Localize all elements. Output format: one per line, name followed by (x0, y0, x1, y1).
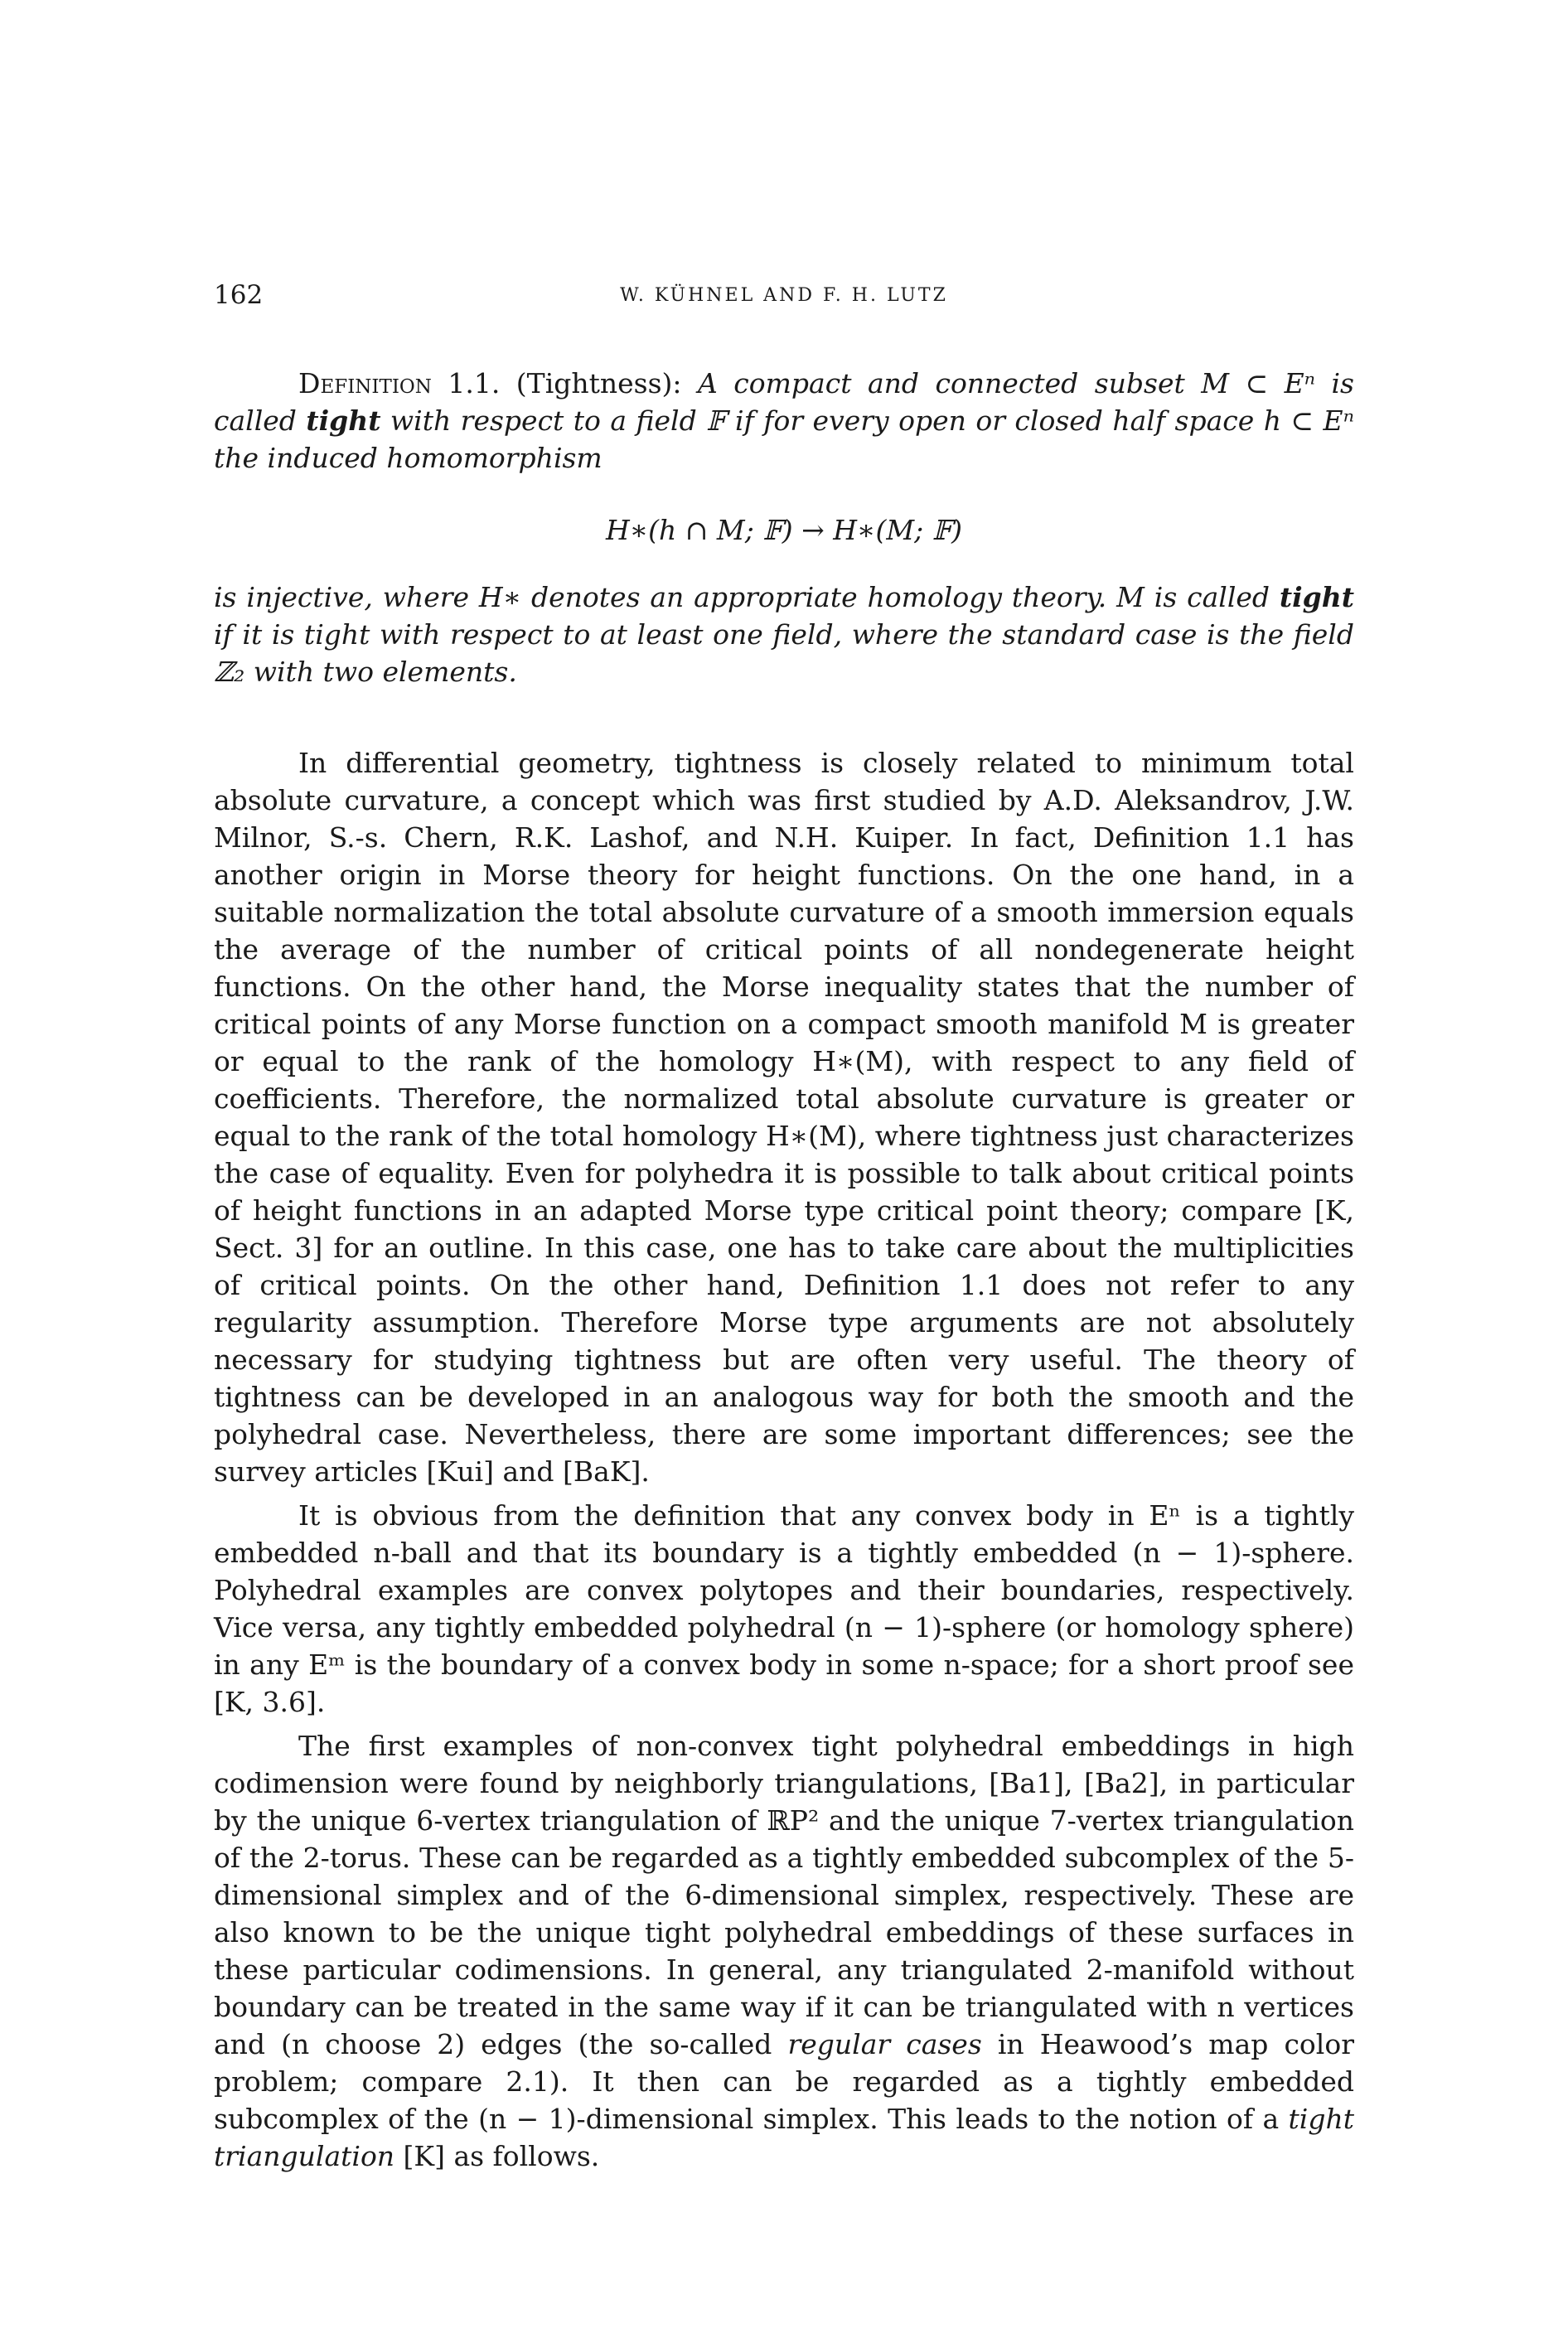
definition-text: A compact and connected subset M ⊂ Eⁿ is called tight with respect to a field 𝔽 if for every open or closed half space h ⊂ Eⁿ the induced homomorphism (214, 367, 1354, 474)
page-number: 162 (214, 280, 264, 310)
text-column (214, 365, 1354, 2181)
paragraph-2: It is obvious from the definition that any convex body in Eⁿ is a tightly embedded n-ball and that its boundary is a tightly embedded (n − 1)-sphere. Polyhedral examples are convex polytopes and their boundaries, respectively. Vice versa, any tightly embedded polyhedral (n − 1)-sphere (or homology sphere) in any Eᵐ is the boundary of a convex body in some n-space; for a short proof see [K, 3.6]. (214, 1499, 1354, 1718)
running-head: W. KÜHNEL AND F. H. LUTZ (620, 285, 948, 306)
page-header (214, 280, 1354, 318)
italic-term: tight triangulation (214, 2103, 1354, 2172)
definition-block (214, 365, 1354, 477)
definition-continuation: is injective, where H∗ denotes an appropriate homology theory. M is called tight if it is tight with respect to at least one field, where the standard case is the field ℤ₂ with two elements. (214, 581, 1354, 688)
bold-term: tight (306, 404, 381, 437)
paragraph-3: The first examples of non-convex tight polyhedral embeddings in high codimension were found by neighborly triangulations, [Ba1], [Ba2], in particular by the unique 6-vertex triangulation of ℝP² and the unique 7-vertex triangulation of the 2-torus. These can be regarded as a tightly embedded subcomplex of the 5-dimensional simplex and of the 6-dimensional simplex, respectively. These are also known to be the unique tight polyhedral embeddings of these surfaces in these particular codimensions. In general, any triangulated 2-manifold without boundary can be treated in the same way if it can be triangulated with n vertices and (n choose 2) edges (the so-called regular cases in Heawood’s map color problem; compare 2.1). It then can be regarded as a tightly embedded subcomplex of the (n − 1)-dimensional simplex. This leads to the notion of a tight triangulation [K] as follows. (214, 1730, 1354, 2172)
display-equation: H∗(h ∩ M; 𝔽) → H∗(M; 𝔽) (605, 514, 963, 546)
italic-term: regular cases (787, 2028, 982, 2060)
bold-term: tight (1279, 581, 1354, 613)
definition-title: (Tightness): (500, 367, 698, 399)
paragraph-1: In differential geometry, tightness is closely related to minimum total absolute curvature, a concept which was first studied by A.D. Aleksandrov, J.W. Milnor, S.-s. Chern, R.K. Lashof, and N.H. Kuiper. In fact, Definition 1.1 has another origin in Morse theory for height functions. On the one hand, in a suitable normalization the total absolute curvature of a smooth immersion equals the average of the number of critical points of all nondegenerate height functions. On the other hand, the Morse inequality states that the number of critical points of any Morse function on a compact smooth manifold M is greater or equal to the rank of the homology H∗(M), with respect to any field of coefficients. Therefore, the normalized total absolute curvature is greater or equal to the rank of the total homology H∗(M), where tightness just characterizes the case of equality. Even for polyhedra it is possible to talk about critical points of height functions in an adapted Morse type critical point theory; compare [K, Sect. 3] for an outline. In this case, one has to take care about the multiplicities of critical points. On the other hand, Definition 1.1 does not refer to any regularity assumption. Therefore Morse type arguments are not absolutely necessary for studying tightness but are often very useful. The theory of tightness can be developed in an analogous way for both the smooth and the polyhedral case. Nevertheless, there are some important differences; see the survey articles [Kui] and [BaK]. (214, 747, 1354, 1488)
definition-label: Definition 1.1. (298, 367, 501, 399)
